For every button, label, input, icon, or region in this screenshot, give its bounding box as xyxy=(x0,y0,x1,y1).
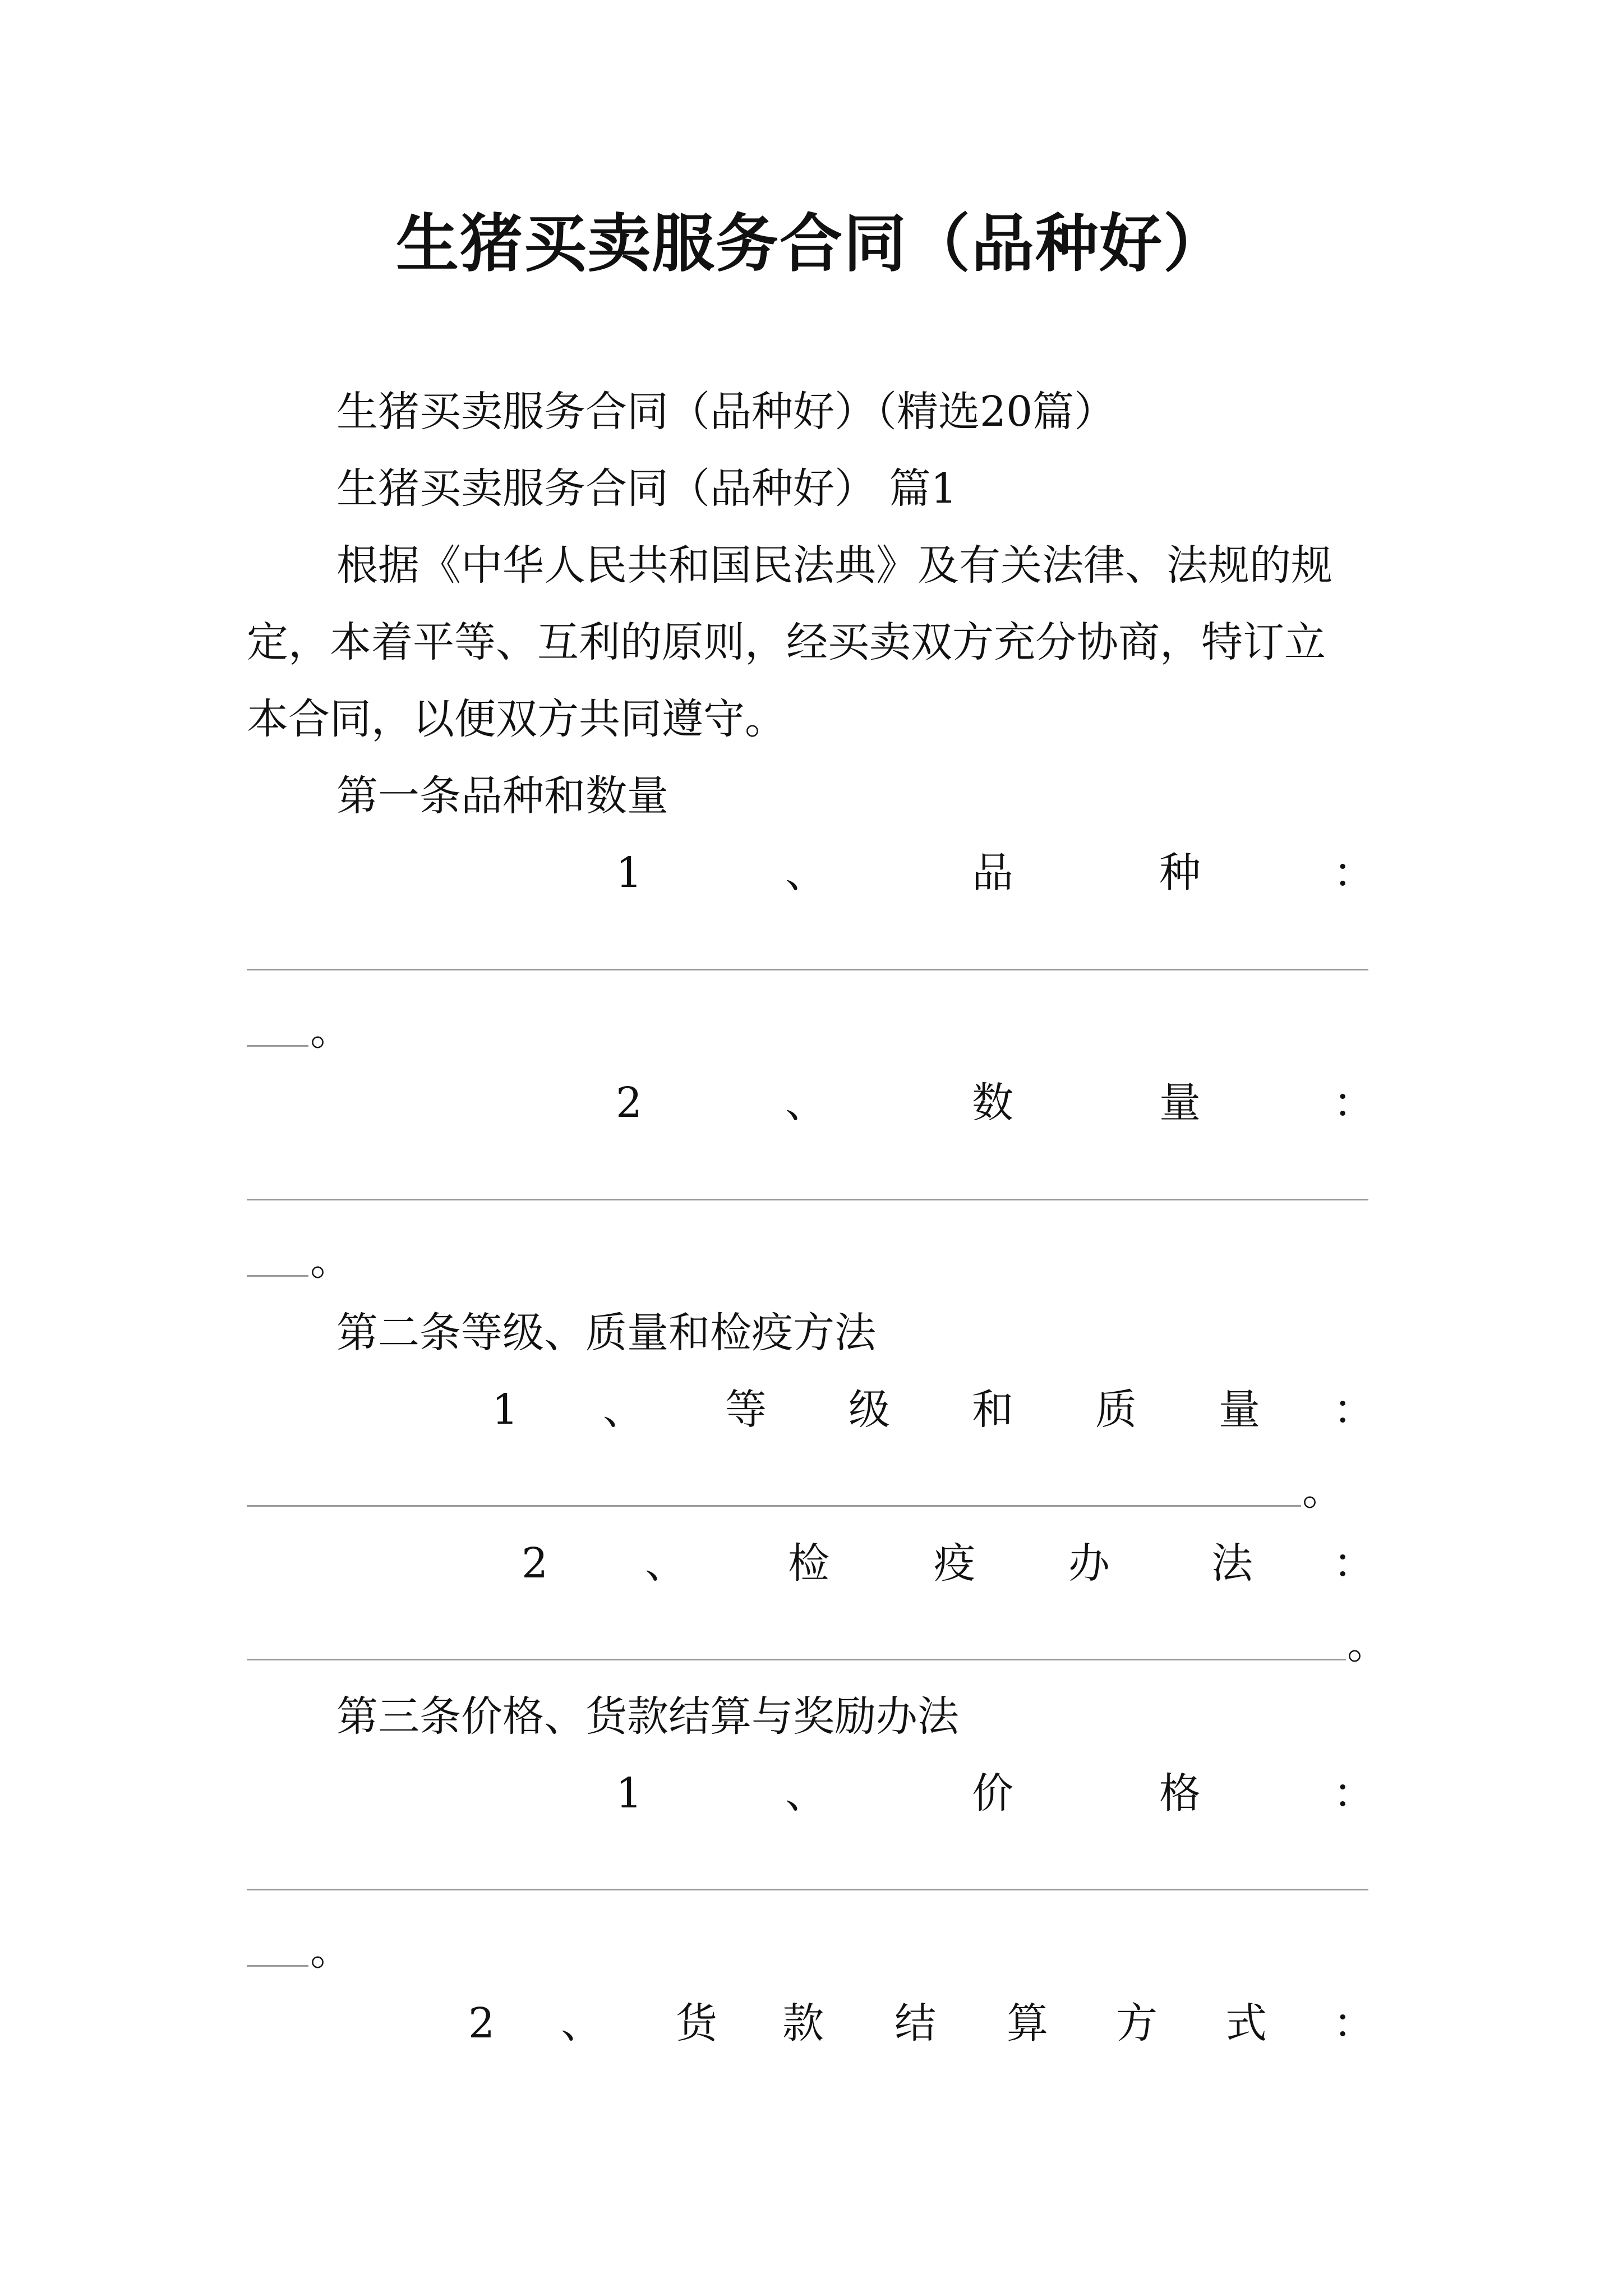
item-label-char: 量 xyxy=(1219,1386,1260,1434)
item-label-char: 方 xyxy=(1116,1999,1158,2047)
intro-line-2: 定，本着平等、互利的原则，经买卖双方充分协商，特订立 xyxy=(247,618,1326,666)
intro-line-1: 根据《中华人民共和国民法典》及有关法律、法规的规 xyxy=(336,541,1332,590)
item-number: 2 xyxy=(468,1999,495,2047)
item-number: 1 xyxy=(492,1386,519,1434)
item-label-char: 检 xyxy=(788,1539,829,1588)
blank-line xyxy=(247,1199,1368,1200)
item-separator: 、 xyxy=(785,1079,827,1127)
item-separator: 、 xyxy=(603,1386,644,1434)
item-number: 1 xyxy=(616,849,643,897)
item-label-char: 疫 xyxy=(934,1539,975,1588)
item-colon: ： xyxy=(1333,1539,1375,1588)
item-label-char: 种 xyxy=(1159,849,1201,897)
article-1-title: 第一条品种和数量 xyxy=(336,772,668,820)
end-mark: 。 xyxy=(1347,1620,1389,1668)
item-separator: 、 xyxy=(561,1999,602,2047)
section-heading: 生猪买卖服务合同（品种好） 篇1 xyxy=(336,464,957,513)
item-separator: 、 xyxy=(785,849,827,897)
item-label-char: 结 xyxy=(895,1999,936,2047)
end-mark: 。 xyxy=(310,1006,352,1055)
document-title: 生猪买卖服务合同（品种好） xyxy=(396,208,1227,280)
item-colon: ： xyxy=(1333,1999,1375,2047)
item-separator: 、 xyxy=(785,1769,827,1818)
blank-line xyxy=(247,1505,1301,1507)
item-label-char: 和 xyxy=(972,1386,1013,1434)
item-colon: ： xyxy=(1333,1769,1375,1818)
blank-line xyxy=(247,969,1368,970)
item-label-char: 款 xyxy=(782,1999,824,2047)
blank-line xyxy=(247,1275,308,1277)
blank-line xyxy=(247,1659,1346,1660)
item-label-char: 算 xyxy=(1007,1999,1048,2047)
end-mark: 。 xyxy=(310,1926,352,1975)
document-subtitle: 生猪买卖服务合同（品种好）（精选20篇） xyxy=(336,388,1116,436)
article-2-title: 第二条等级、质量和检疫方法 xyxy=(336,1309,876,1357)
blank-line xyxy=(247,1889,1368,1890)
blank-line xyxy=(247,1965,308,1967)
item-label-char: 办 xyxy=(1068,1539,1110,1588)
item-number: 2 xyxy=(522,1539,548,1588)
item-number: 1 xyxy=(616,1769,643,1818)
item-label-char: 级 xyxy=(849,1386,890,1434)
item-label-char: 品 xyxy=(972,849,1013,897)
intro-line-3: 本合同，以便双方共同遵守。 xyxy=(247,695,786,743)
end-mark: 。 xyxy=(310,1236,352,1285)
item-colon: ： xyxy=(1333,1386,1375,1434)
item-label-char: 数 xyxy=(972,1079,1013,1127)
item-label-char: 价 xyxy=(972,1769,1013,1818)
end-mark: 。 xyxy=(1302,1466,1344,1515)
item-label-char: 式 xyxy=(1225,1999,1267,2047)
blank-line xyxy=(247,1045,308,1047)
item-colon: ： xyxy=(1333,1079,1375,1127)
item-label-char: 量 xyxy=(1159,1079,1201,1127)
item-label-char: 法 xyxy=(1211,1539,1253,1588)
item-label-char: 格 xyxy=(1159,1769,1201,1818)
item-label-char: 质 xyxy=(1095,1386,1137,1434)
item-label-char: 货 xyxy=(676,1999,717,2047)
item-label-char: 等 xyxy=(725,1386,767,1434)
item-number: 2 xyxy=(616,1079,643,1127)
item-colon: ： xyxy=(1333,849,1375,897)
item-separator: 、 xyxy=(645,1539,686,1588)
article-3-title: 第三条价格、货款结算与奖励办法 xyxy=(336,1692,959,1741)
